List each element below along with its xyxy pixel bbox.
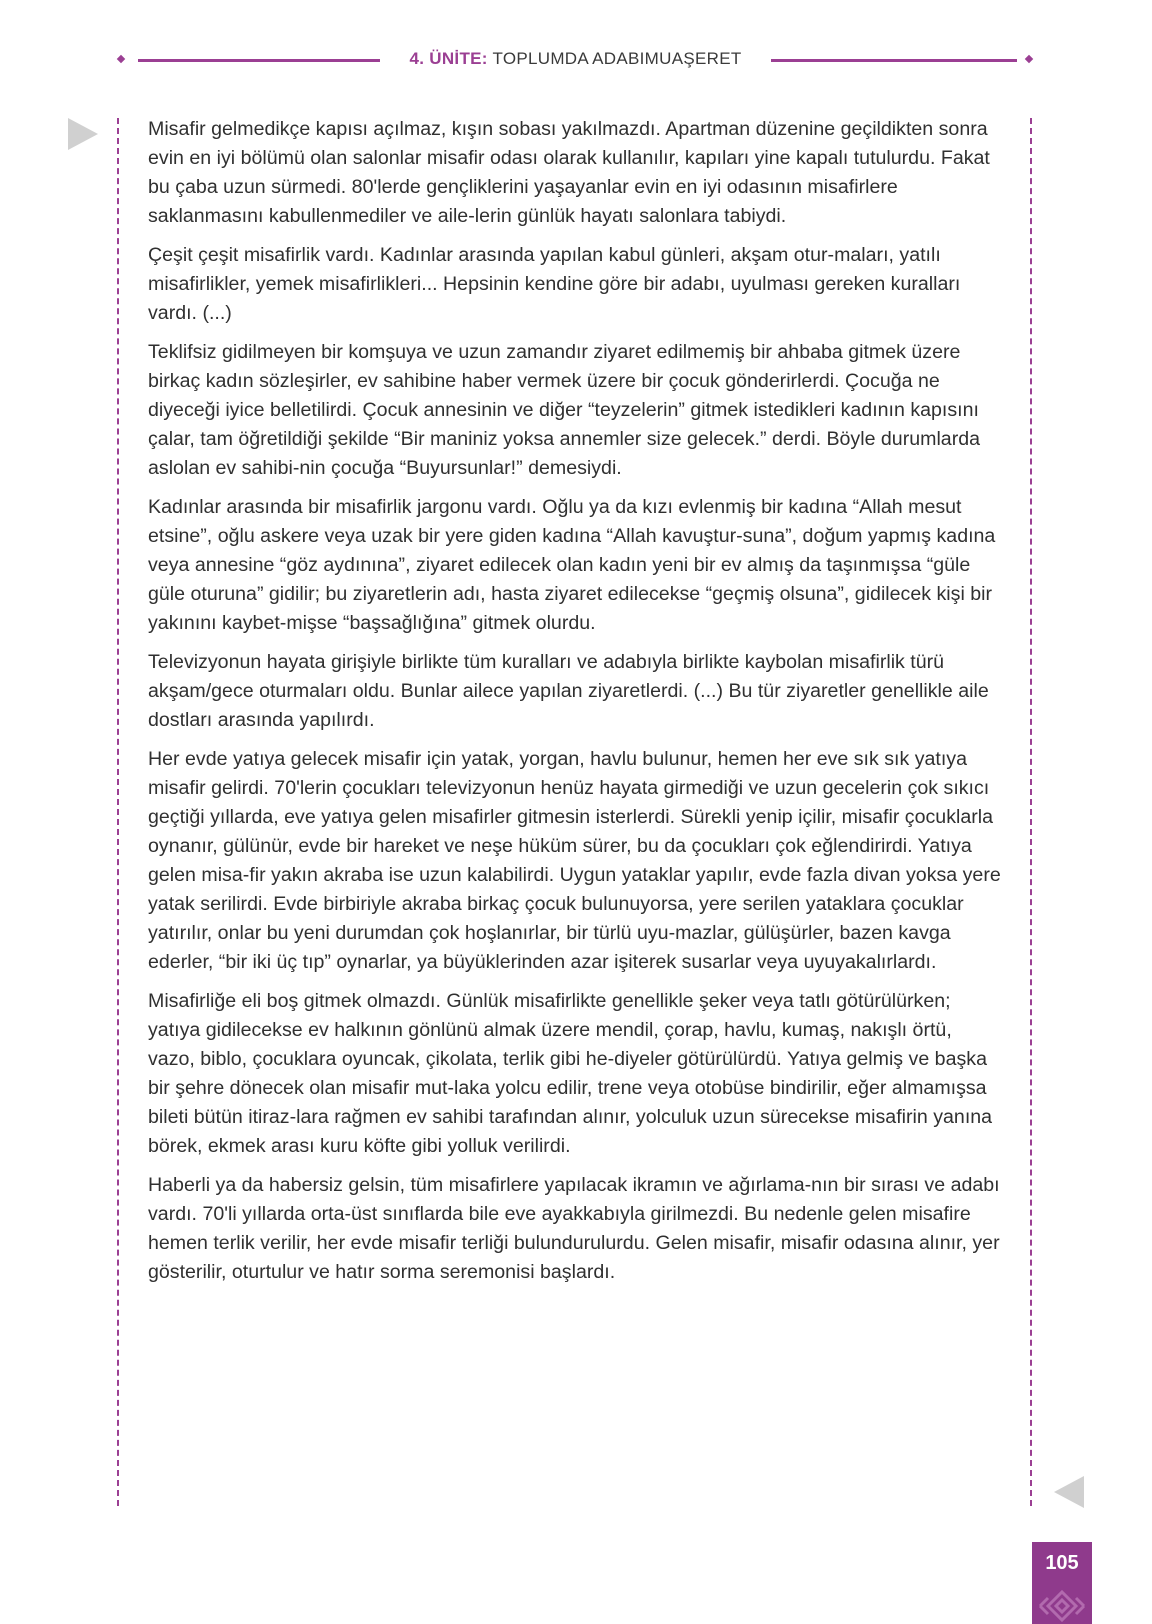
page-header [0,46,1152,76]
page-number-tab [1032,1542,1092,1624]
left-dashed-border [117,118,119,1506]
unit-heading [380,49,771,69]
unit-label: 4. ÜNİTE: [409,49,488,68]
ornament-motif-icon [1036,1588,1088,1624]
paragraph: Teklifsiz gidilmeyen bir komşuya ve uzun zamandır ziyaret edilmemiş bir ahbaba gitmek üzere birkaç kadın sözleşirler, ev sahibine haber vermek üzere bir çocuk gönderirlerdi. Çocuğa ne diyeceği iyice belletilirdi. Çocuk annesinin ve diğer “teyzelerin” gitmek istedikleri kadının kapısını çalar, tam öğretildiği şekilde “Bir maniniz yoksa annemler size gelecek.” derdi. Böyle durumlarda aslolan ev sahibi-nin çocuğa “Buyursunlar!” demesiydi. [148,341,981,479]
header-right-rule [771,59,1017,62]
right-dashed-border [1030,118,1032,1506]
paragraph: Kadınlar arasında bir misafirlik jargonu vardı. Oğlu ya da kızı evlenmiş bir kadına “Allah mesut etsine”, oğlu askere veya uzak bir yere giden kadına “Allah kavuştur-suna”, doğum yapmış kadına veya annesine “göz aydınına”, ziyaret edilecek olan kadın yeni bir ev almış da taşınmışsa “güle güle oturuna” gidilir; bu ziyaretlerin adı, hasta ziyaret edilecekse “geçmiş olsuna”, gidilecek kişi bir yakınını kaybet-mişse “başsağlığına” gitmek olurdu. [148,496,996,634]
header-right-diamond [1025,55,1033,63]
unit-title: TOPLUMDA ADABIMUAŞERET [492,49,742,68]
header-left-diamond [117,55,125,63]
page-number: 105 [1045,1552,1079,1574]
paragraph: Her evde yatıya gelecek misafir için yatak, yorgan, havlu bulunur, hemen her eve sık sık yatıya misafir gelirdi. 70'lerin çocukları televizyonun henüz hayata girmediği ve uzun gecelerin çok sıkıcı geçtiği yıllarda, eve yatıya gelen misafirler gitmesin isterlerdi. Sürekli yenip içilir, misafir çocuklarla oynanır, gülünür, evde bir hareket ve neşe hüküm sürer, bu da çocukları çok eğlendirirdi. Yatıya gelen misa-fir yakın akraba ise uzun kalabilirdi. Uygun yataklar yapılır, evde fazla divan yoksa yere yatak serilirdi. Evde birbiriyle akraba birkaç çocuk bulunuyorsa, yere serilen yataklara çocuklar yatırılır, onlar bu yeni durumdan çok hoşlanırlar, bir türlü uyu-mazlar, gülüşürler, bazen kavga ederler, “bir iki üç tıp” oynarlar, ya büyüklerinden azar işiterek susarlar veya uyuyakalırlardı. [148,748,1001,973]
page-forward-arrow-icon [68,118,98,150]
paragraph: Çeşit çeşit misafirlik vardı. Kadınlar arasında yapılan kabul günleri, akşam otur-maları, yatılı misafirlikler, yemek misafirlikleri... Hepsinin kendine göre bir adabı, uyulması gereken kuralları vardı. (...) [148,244,961,324]
paragraph: Televizyonun hayata girişiyle birlikte tüm kuralları ve adabıyla birlikte kaybolan misafirlik türü akşam/gece oturmaları oldu. Bunlar ailece yapılan ziyaretlerdi. (...) Bu tür ziyaretler genellikle aile dostları arasında yapılırdı. [148,651,989,731]
page-back-arrow-icon [1054,1476,1084,1508]
paragraph: Misafirliğe eli boş gitmek olmazdı. Günlük misafirlikte genellikle şeker veya tatlı götürülürken; yatıya gidilecekse ev halkının gönlünü almak üzere mendil, çorap, havlu, kumaş, nakışlı örtü, vazo, biblo, çocuklara oyuncak, çikolata, terlik gibi he-diyeler götürülürdü. Yatıya gelmiş ve başka bir şehre dönecek olan misafir mut-laka yolcu edilir, trene veya otobüse bindirilir, eğer almamışsa bileti bütün itiraz-lara rağmen ev sahibi tarafından alınır, yolculuk uzun sürecekse misafirin yanına börek, ekmek arası kuru köfte gibi yolluk verilirdi. [148,990,993,1157]
reading-passage [148,115,1004,1297]
header-left-rule [138,59,380,62]
paragraph: Misafir gelmedikçe kapısı açılmaz, kışın sobası yakılmazdı. Apartman düzenine geçildikten sonra evin en iyi bölümü olan salonlar misafir odası olarak kullanılır, kapıları yine kapalı tutulurdu. Fakat bu çaba uzun sürmedi. 80'lerde gençliklerini yaşayanlar evin en iyi odasının misafirlere saklanmasını kabullenmediler ve aile-lerin günlük hayatı salonlara tabiydi. [148,118,990,227]
paragraph: Haberli ya da habersiz gelsin, tüm misafirlere yapılacak ikramın ve ağırlama-nın bir sırası ve adabı vardı. 70'li yıllarda orta-üst sınıflarda bile eve ayakkabıyla girilmezdi. Bu nedenle gelen misafire hemen terlik verilir, her evde misafir terliği bulundurulurdu. Gelen misafir, misafir odasına alınır, yer gösterilir, oturtulur ve hatır sorma seremonisi başlardı. [148,1174,1000,1283]
